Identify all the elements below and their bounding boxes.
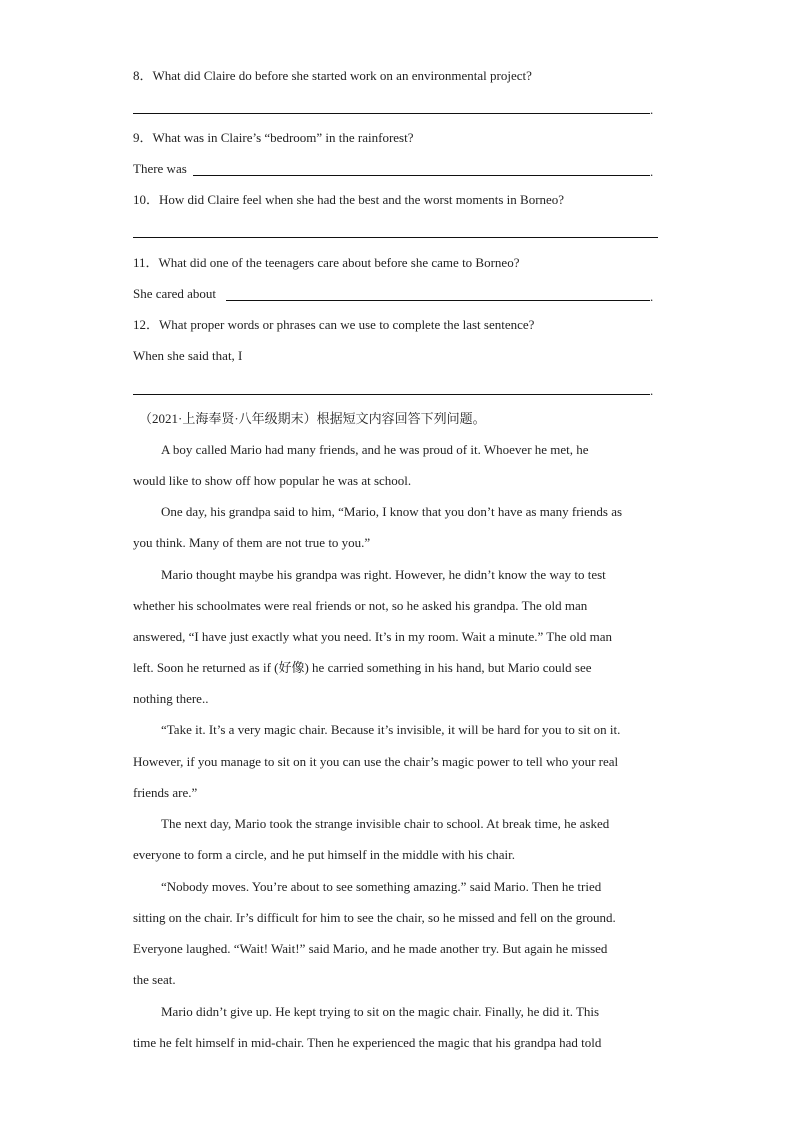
answer-line-11[interactable] [226,300,650,301]
answer-line-10[interactable] [133,237,658,238]
answer-8-period: . [650,102,654,117]
passage-line: “Take it. It’s a very magic chair. Because it’s invisible, it will be hard for you to sit on it. [161,722,621,737]
passage-line: you think. Many of them are not true to you.” [133,535,371,550]
passage-line: left. Soon he returned as if (好像) he carried something in his hand, but Mario could see [133,660,592,675]
passage-line: Mario didn’t give up. He kept trying to sit on the magic chair. Finally, he did it. This [161,1004,600,1019]
passage-line: However, if you manage to sit on it you can use the chair’s magic power to tell who your real [133,754,619,769]
answer-9-prefix: There was [133,161,187,176]
passage-line: Mario thought maybe his grandpa was right. However, he didn’t know the way to test [161,567,606,582]
answer-line-8[interactable] [133,113,650,114]
answer-11-period: . [650,289,654,304]
passage-line: time he felt himself in mid-chair. Then he experienced the magic that his grandpa had told [133,1035,602,1050]
question-10: 10．How did Claire feel when she had the best and the worst moments in Borneo? [133,192,565,207]
passage-line: the seat. [133,972,176,987]
question-8: 8．What did Claire do before she started work on an environmental project? [133,68,532,83]
passage-line: One day, his grandpa said to him, “Mario, I know that you don’t have as many friends as [161,504,623,519]
passage-line: everyone to form a circle, and he put himself in the middle with his chair. [133,847,515,862]
passage-header: （2021·上海奉贤·八年级期末）根据短文内容回答下列问题。 [139,411,486,426]
answer-9-period: . [650,164,654,179]
answer-12-period: . [650,383,654,398]
passage-line: would like to show off how popular he was at school. [133,473,412,488]
passage-line: nothing there.. [133,691,209,706]
question-11: 11．What did one of the teenagers care about before she came to Borneo? [133,255,520,270]
passage-line: friends are.” [133,785,198,800]
passage-line: Everyone laughed. “Wait! Wait!” said Mario, and he made another try. But again he missed [133,941,608,956]
passage-line: whether his schoolmates were real friends or not, so he asked his grandpa. The old man [133,598,588,613]
passage-line: A boy called Mario had many friends, and he was proud of it. Whoever he met, he [161,442,589,457]
answer-line-12[interactable] [133,394,650,395]
passage-line: sitting on the chair. Ir’s difficult for him to see the chair, so he missed and fell on the ground. [133,910,616,925]
answer-12-prefix: When she said that, I [133,348,243,363]
passage-line: “Nobody moves. You’re about to see something amazing.” said Mario. Then he tried [161,879,602,894]
answer-line-9[interactable] [193,175,650,176]
question-9: 9．What was in Claire’s “bedroom” in the rainforest? [133,130,414,145]
passage-line: answered, “I have just exactly what you need. It’s in my room. Wait a minute.” The old man [133,629,612,644]
question-12: 12．What proper words or phrases can we use to complete the last sentence? [133,317,535,332]
passage-line: The next day, Mario took the strange invisible chair to school. At break time, he asked [161,816,610,831]
answer-11-prefix: She cared about [133,286,217,301]
